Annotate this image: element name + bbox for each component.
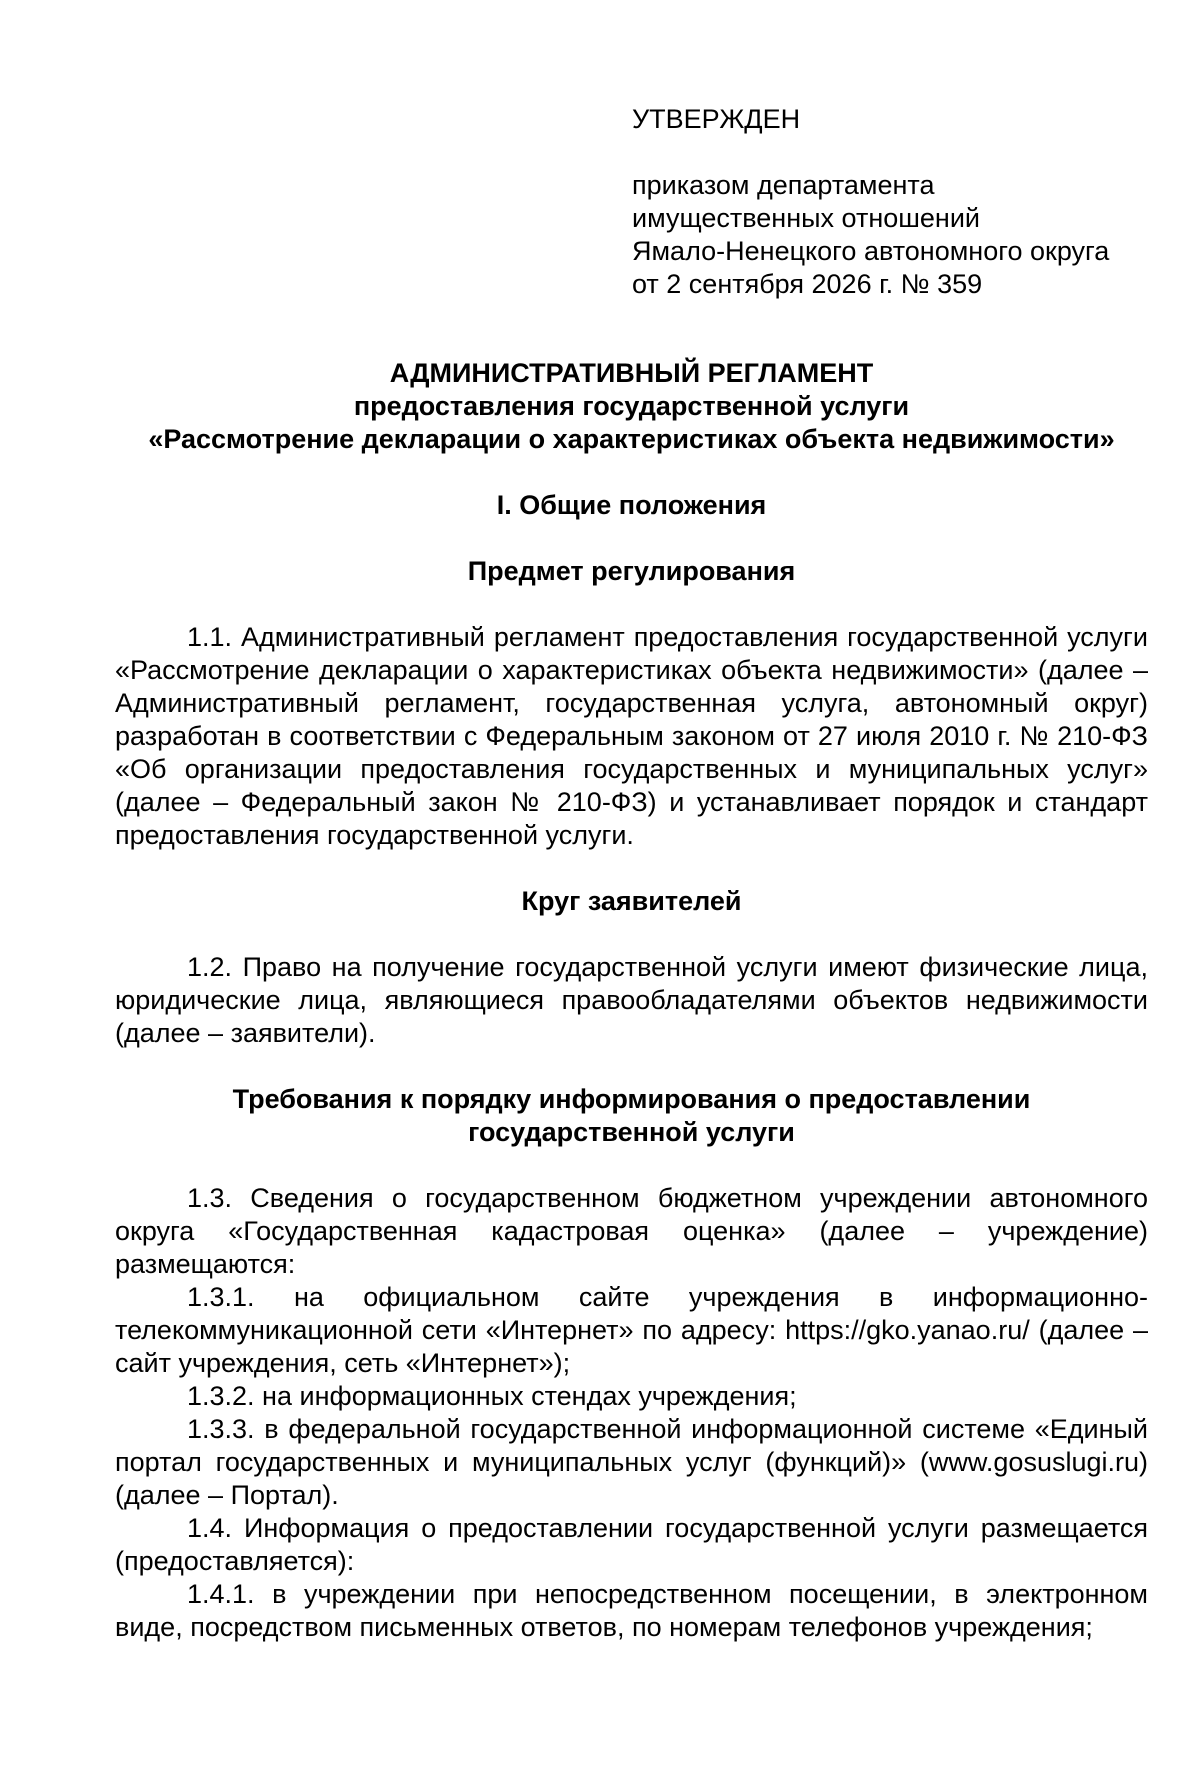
paragraph-1-3: 1.3. Сведения о государственном бюджетном учреждении автономного округа «Государственная кадастровая оценка» (далее – учреждение) размещаются: [115, 1183, 1148, 1279]
subsection-heading-subject: Предмет регулирования [467, 556, 796, 586]
heading-line: государственной услуги [468, 1117, 795, 1147]
paragraph-1-3-1: 1.3.1. на официальном сайте учреждения в информационно-телекоммуникационной сети «Интернет» по адресу: https://gko.yanao.ru/ (далее – сайт учреждения, сеть «Интернет»); [115, 1282, 1148, 1378]
approval-stamp: УТВЕРЖДЕН [632, 104, 801, 134]
approval-line: приказом департамента [632, 170, 935, 200]
paragraph-1-1: 1.1. Административный регламент предоставления государственной услуги «Рассмотрение декларации о характеристиках объекта недвижимости» (далее – Административный регламент, государственная услуга, автономный округ) разработан в соответствии с Федеральным законом от 27 июля 2010 г. № 210-ФЗ «Об организации предоставления государственных и муниципальных услуг» (далее – Федеральный закон № 210-ФЗ) и устанавливает порядок и стандарт предоставления государственной услуги. [115, 622, 1148, 850]
title-line: предоставления государственной услуги [353, 391, 910, 421]
approval-line: Ямало-Ненецкого автономного округа [632, 236, 1110, 266]
subsection-heading-informing [115, 1083, 1148, 1149]
paragraph-1-4: 1.4. Информация о предоставлении государственной услуги размещается (предоставляется): [115, 1513, 1148, 1576]
approval-block [632, 103, 1152, 301]
document-title [115, 357, 1148, 456]
paragraph-1-3-2: 1.3.2. на информационных стендах учреждения; [187, 1381, 797, 1411]
paragraph-1-4-1: 1.4.1. в учреждении при непосредственном посещении, в электронном виде, посредством письменных ответов, по номерам телефонов учреждения; [115, 1579, 1148, 1642]
subsection-heading-applicants: Круг заявителей [521, 886, 742, 916]
paragraph-1-2: 1.2. Право на получение государственной услуги имеют физические лица, юридические лица, являющиеся правообладателями объектов недвижимости (далее – заявители). [115, 952, 1148, 1048]
section-heading: I. Общие положения [496, 490, 767, 520]
title-line: «Рассмотрение декларации о характеристиках объекта недвижимости» [148, 424, 1115, 454]
paragraph-1-3-3: 1.3.3. в федеральной государственной информационной системе «Единый портал государственных и муниципальных услуг (функций)» (www.gosuslugi.ru) (далее – Портал). [115, 1414, 1148, 1510]
approval-line: от 2 сентября 2026 г. № 359 [632, 269, 983, 299]
title-line: АДМИНИСТРАТИВНЫЙ РЕГЛАМЕНТ [389, 358, 874, 388]
approval-line: имущественных отношений [632, 203, 980, 233]
heading-line: Требования к порядку информирования о предоставлении [232, 1084, 1031, 1114]
document-body [115, 357, 1148, 1644]
